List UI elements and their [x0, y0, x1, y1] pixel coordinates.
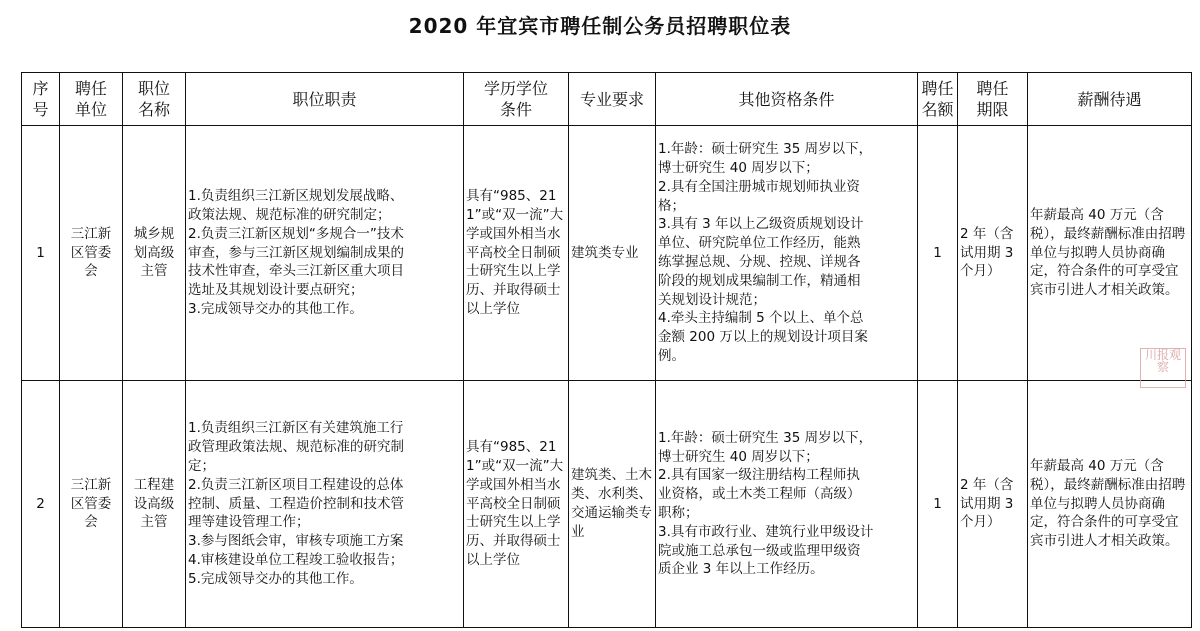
other-line: 博士研究生 40 周岁以下；: [658, 448, 819, 465]
header-term: 聘任期限: [958, 73, 1028, 126]
salary-text: 年薪最高 40 万元（含税），最终薪酬标准由招聘单位与拟聘人员协商确定，符合条件的可享受宜宾市引进人才相关政策。: [1030, 207, 1186, 299]
duty-line: 选址及其规划设计要点研究；: [188, 282, 364, 299]
job-table: [21, 72, 1192, 628]
other-line: 金额 200 万以上的规划设计项目案: [658, 329, 868, 346]
header-position: 职位名称: [123, 73, 186, 126]
duty-line: 1.负责组织三江新区有关建筑施工行: [188, 420, 404, 437]
other-line: 质企业 3 年以上工作经历。: [658, 561, 824, 578]
row-quota: 1: [918, 381, 958, 628]
position-text: 城乡规划高级主管: [133, 225, 175, 280]
duty-line: 5.完成领导交办的其他工作。: [188, 570, 363, 587]
row-major: [569, 381, 656, 628]
duty-line: 2.负责三江新区规划“多规合一”技术: [188, 225, 404, 242]
watermark-stamp: 川报观察: [1140, 348, 1186, 388]
row-education: [464, 126, 569, 381]
duty-line: 3.参与图纸会审，审核专项施工方案: [188, 533, 404, 550]
term-text: 2 年（含试用期 3 个月）: [960, 225, 1014, 280]
header-other: 其他资格条件: [656, 73, 918, 126]
other-line: 3.具有市政行业、建筑行业甲级设计: [658, 523, 874, 540]
header-row: [22, 73, 1192, 126]
header-seq: 序号: [22, 73, 60, 126]
other-line: 例。: [658, 347, 685, 364]
other-line: 1.年龄：硕士研究生 35 周岁以下，: [658, 141, 873, 158]
row-seq: 1: [22, 126, 60, 381]
header-quota: 聘任名额: [918, 73, 958, 126]
row-quota: 1: [918, 126, 958, 381]
education-text: 具有“985、211”或“双一流”大学或国外相当水平高校全日制硕士研究生以上学历、并取得硕士以上学位: [466, 188, 564, 317]
header-salary: 薪酬待遇: [1028, 73, 1192, 126]
row-other: [656, 381, 918, 628]
education-text: 具有“985、211”或“双一流”大学或国外相当水平高校全日制硕士研究生以上学历、并取得硕士以上学位: [466, 439, 564, 568]
row-salary: [1028, 126, 1192, 381]
other-line: 3.具有 3 年以上乙级资质规划设计: [658, 216, 864, 233]
other-line: 1.年龄：硕士研究生 35 周岁以下，: [658, 429, 873, 446]
duty-line: 审查，参与三江新区规划编制成果的: [188, 244, 404, 261]
other-line: 2.具有全国注册城市规划师执业资: [658, 178, 860, 195]
row-major: [569, 126, 656, 381]
row-seq: 2: [22, 381, 60, 628]
term-text: 2 年（含试用期 3 个月）: [960, 476, 1014, 531]
duty-line: 理等建设管理工作；: [188, 514, 310, 531]
other-line: 格；: [658, 197, 685, 214]
row-unit: [60, 381, 123, 628]
unit-text: 三江新区管委会: [70, 225, 112, 280]
other-line: 单位、研究院单位工作经历，能熟: [658, 235, 861, 252]
row-duties: [186, 126, 464, 381]
row-other: [656, 126, 918, 381]
header-unit: 聘任单位: [60, 73, 123, 126]
salary-text: 年薪最高 40 万元（含税），最终薪酬标准由招聘单位与拟聘人员协商确定，符合条件的可享受宜宾市引进人才相关政策。: [1030, 458, 1186, 550]
duty-line: 定；: [188, 458, 215, 474]
duty-line: 4.审核建设单位工程竣工验收报告；: [188, 551, 404, 568]
row-duties: [186, 381, 464, 628]
row-term: [958, 381, 1028, 628]
other-line: 院或施工总承包一级或监理甲级资: [658, 542, 861, 559]
header-education: 学历学位条件: [464, 73, 569, 126]
duty-line: 技术性审查，牵头三江新区重大项目: [188, 263, 404, 280]
other-line: 职称；: [658, 505, 699, 521]
row-position: [123, 126, 186, 381]
other-line: 练掌握总规、分规、控规、详规各: [658, 254, 861, 270]
row-salary: [1028, 381, 1192, 628]
duty-line: 3.完成领导交办的其他工作。: [188, 300, 363, 317]
duty-line: 政策法规、规范标准的研究制定；: [188, 207, 391, 223]
duty-line: 1.负责组织三江新区规划发展战略、: [188, 188, 404, 205]
unit-text: 三江新区管委会: [70, 476, 112, 531]
page-title: 2020 年宜宾市聘任制公务员招聘职位表: [408, 14, 792, 38]
header-duties: 职位职责: [186, 73, 464, 126]
duty-line: 政管理政策法规、规范标准的研究制: [188, 439, 404, 456]
table-row: [22, 126, 1192, 381]
other-line: 博士研究生 40 周岁以下；: [658, 160, 819, 177]
row-education: [464, 381, 569, 628]
other-line: 2.具有国家一级注册结构工程师执: [658, 467, 860, 484]
row-position: [123, 381, 186, 628]
other-line: 关规划设计规范；: [658, 291, 766, 308]
major-text: 建筑类、土木类、水利类、交通运输类专业: [571, 467, 652, 540]
other-line: 4.牵头主持编制 5 个以上、单个总: [658, 310, 864, 327]
row-term: [958, 126, 1028, 381]
other-line: 阶段的规划成果编制工作，精通相: [658, 272, 861, 289]
row-unit: [60, 126, 123, 381]
duty-line: 控制、质量、工程造价控制和技术管: [188, 495, 404, 512]
table-row: [22, 381, 1192, 628]
duty-line: 2.负责三江新区项目工程建设的总体: [188, 476, 404, 493]
header-major: 专业要求: [569, 73, 656, 126]
other-line: 业资格，或土木类工程师（高级）: [658, 486, 861, 503]
position-text: 工程建设高级主管: [133, 476, 175, 531]
major-text: 建筑类专业: [571, 244, 639, 261]
